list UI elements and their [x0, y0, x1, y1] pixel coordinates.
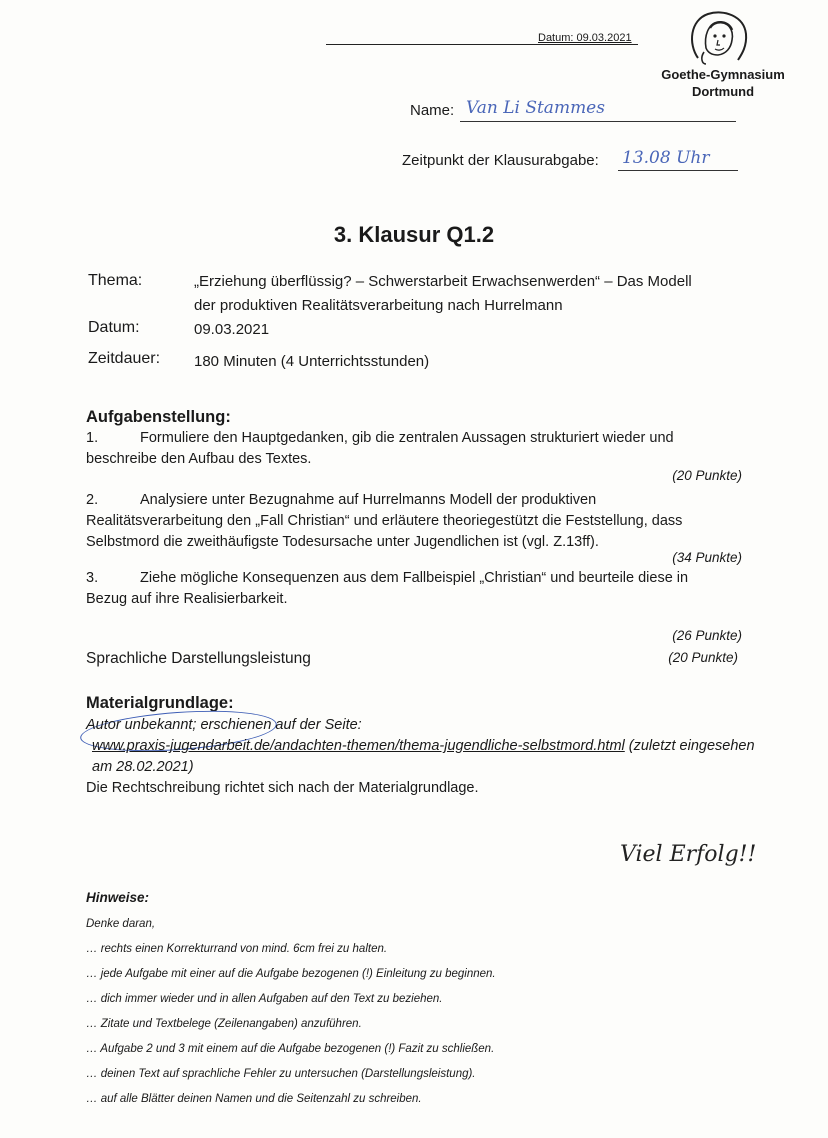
- task-1-number: 1.: [86, 430, 99, 446]
- task-2-number: 2.: [86, 492, 99, 508]
- task-3-text-first: Ziehe mögliche Konsequenzen aus dem Fallbeispiel „Christian“ und beurteile diese in: [140, 570, 689, 586]
- thema-label: Thema:: [88, 272, 143, 289]
- task-2: [86, 490, 746, 553]
- name-label: Name:: [410, 102, 455, 119]
- material-heading: Materialgrundlage:: [86, 694, 234, 712]
- material-url-line: [92, 736, 756, 778]
- task-1-text-rest: beschreibe den Aufbau des Textes.: [86, 451, 312, 467]
- hint-item: … rechts einen Korrekturrand von mind. 6cm frei zu halten.: [86, 943, 388, 955]
- hint-item: … Aufgabe 2 und 3 mit einem auf die Aufgabe bezogenen (!) Fazit zu schließen.: [86, 1043, 495, 1055]
- sprach-label: Sprachliche Darstellungsleistung: [86, 650, 311, 667]
- task-1-points: (20 Punkte): [672, 468, 742, 483]
- school-name: [640, 66, 806, 100]
- material-note: Die Rechtschreibung richtet sich nach der Materialgrundlage.: [86, 780, 479, 796]
- school-city-line: Dortmund: [691, 84, 755, 99]
- thema-value: [194, 270, 692, 318]
- hint-item: … deinen Text auf sprachliche Fehler zu untersuchen (Darstellungsleistung).: [86, 1068, 476, 1080]
- school-name-line: Goethe-Gymnasium: [661, 67, 785, 82]
- task-1-text-first: Formuliere den Hauptgedanken, gib die zentralen Aussagen strukturiert wieder und: [140, 430, 674, 446]
- time-underline: [618, 170, 738, 171]
- name-value: Van Li Stammes: [466, 98, 605, 118]
- task-1: [86, 428, 746, 470]
- hint-item: … jede Aufgabe mit einer auf die Aufgabe bezogenen (!) Einleitung zu beginnen.: [86, 968, 496, 980]
- exam-title: 3. Klausur Q1.2: [333, 222, 495, 247]
- sprach-points: (20 Punkte): [668, 650, 738, 665]
- zeit-value: 180 Minuten (4 Unterrichtsstunden): [194, 353, 430, 370]
- material-source-line: Autor unbekannt; erschienen auf der Seite:: [86, 717, 362, 733]
- material-block: [86, 715, 756, 799]
- goethe-portrait-icon: [684, 8, 754, 66]
- task-3-text-rest: Bezug auf ihre Realisierbarkeit.: [86, 591, 288, 607]
- hints-heading: Hinweise:: [86, 890, 150, 905]
- hint-item: … dich immer wieder und in allen Aufgaben auf den Text zu beziehen.: [86, 993, 443, 1005]
- task-3-number: 3.: [86, 570, 99, 586]
- task-2-points: (34 Punkte): [672, 550, 742, 565]
- zeit-label: Zeitdauer:: [88, 350, 161, 367]
- time-label: Zeitpunkt der Klausurabgabe:: [402, 152, 599, 169]
- material-url-link[interactable]: www.praxis-jugendarbeit.de/andachten-themen/thema-jugendliche-selbstmord.html: [92, 738, 625, 754]
- name-underline: [460, 121, 736, 122]
- task-3: [86, 568, 746, 610]
- header-date: Datum: 09.03.2021: [538, 32, 632, 44]
- datum-value: 09.03.2021: [194, 321, 270, 338]
- closing-wish: Viel Erfolg!!: [620, 842, 757, 867]
- header-rule: [326, 44, 638, 45]
- hint-item: … auf alle Blätter deinen Namen und die Seitenzahl zu schreiben.: [86, 1093, 422, 1105]
- task-2-text-rest: Realitätsverarbeitung den „Fall Christian“ und erläutere theoriegestützt die Feststellung, dass Selbstmord die zweithäufigste Todesursache unter Jugendlichen ist (vgl. Z.13ff).: [86, 513, 683, 550]
- hints-intro: Denke daran,: [86, 918, 156, 930]
- datum-label: Datum:: [88, 319, 140, 336]
- tasks-heading: Aufgabenstellung:: [86, 408, 231, 426]
- hint-item: … Zitate und Textbelege (Zeilenangaben) anzuführen.: [86, 1018, 362, 1030]
- task-2-text-first: Analysiere unter Bezugnahme auf Hurrelmanns Modell der produktiven: [140, 492, 597, 508]
- task-3-points: (26 Punkte): [672, 628, 742, 643]
- material-url-suffix: (zuletzt eingesehen am 28.02.2021): [92, 738, 755, 775]
- thema-line-1: „Erziehung überflüssig? – Schwerstarbeit Erwachsenwerden“ – Das Modell: [194, 273, 692, 290]
- thema-line-2: der produktiven Realitätsverarbeitung nach Hurrelmann: [194, 297, 563, 314]
- time-value: 13.08 Uhr: [622, 148, 710, 168]
